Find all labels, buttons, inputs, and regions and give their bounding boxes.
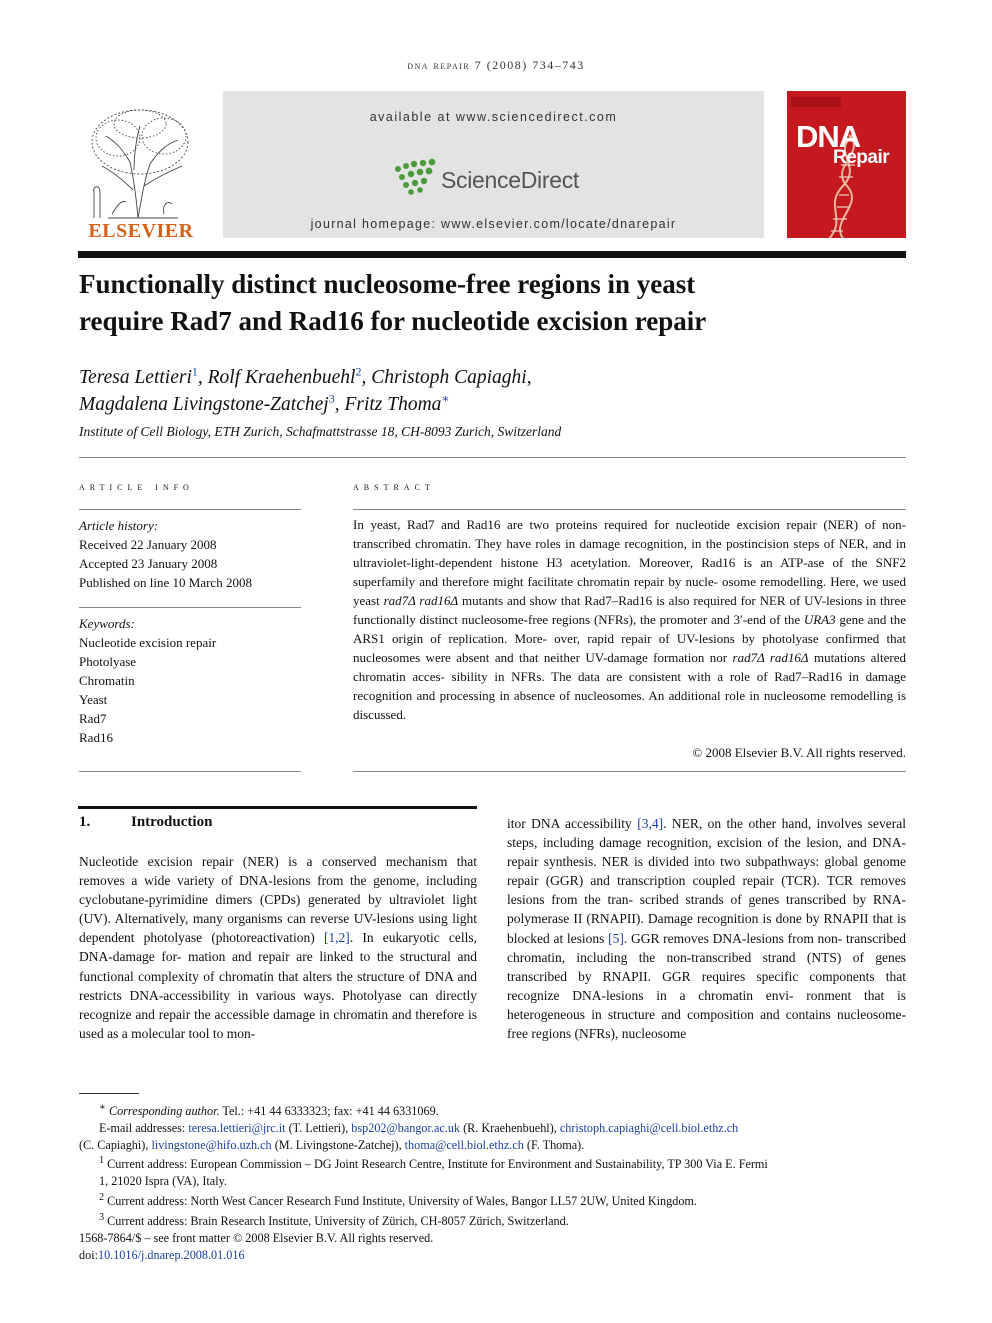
section-title: Introduction — [131, 814, 213, 830]
email-link[interactable]: livingstone@hifo.uzh.ch — [151, 1137, 272, 1152]
history-label: Article history: — [79, 518, 159, 533]
author-name[interactable]: Rolf Kraehenbuehl — [207, 367, 356, 388]
footnote-1 — [79, 1153, 906, 1173]
abstract-line: mutants and show that Rad7–Rad16 — [458, 593, 653, 608]
citation-link[interactable]: [3,4] — [637, 816, 664, 831]
body-line: transcribed chromatin, including the non-transcribed strand — [507, 930, 906, 965]
email-owner: (F. Thoma). — [523, 1137, 585, 1152]
abstract-text — [353, 515, 906, 724]
email-label: E-mail addresses: — [99, 1120, 189, 1135]
body-line: including cyclobutane-pyrimidine dimers (CPDs) generated — [79, 873, 477, 908]
article-title — [79, 266, 909, 340]
footnote-text: Current address: European Commission – DG Joint Research Centre, Institute for Environment and Sustainability, TP 300 Via E. Fermi — [107, 1157, 768, 1172]
keyword[interactable]: Rad7 — [79, 711, 107, 726]
body-line: components that recognize DNA-lesions in a chromatin envi- — [507, 968, 907, 1003]
cover-title-dna: DNA — [796, 119, 861, 154]
keywords-list — [79, 614, 216, 747]
citation-link[interactable]: [5] — [608, 930, 624, 946]
email-addresses — [79, 1120, 906, 1137]
article-history — [79, 516, 252, 592]
footnote-marker: 3 — [99, 1211, 105, 1223]
abstract-line: and processing in absence of nucleosomes. An additional role in nucleosome remodelling — [416, 688, 894, 703]
journal-cover — [787, 91, 906, 238]
corresponding-marker[interactable]: ∗ — [441, 391, 450, 406]
divider — [79, 771, 301, 772]
footnote-marker: 2 — [99, 1192, 105, 1204]
section-rule — [78, 806, 477, 809]
doi-label: doi: — [79, 1247, 98, 1262]
affiliation-marker[interactable]: 1 — [191, 364, 198, 379]
keyword[interactable]: Rad16 — [79, 730, 113, 745]
abstract-line: gene and the ARS1 origin of replication. More- — [353, 612, 907, 646]
author-name[interactable]: Magdalena Livingstone-Zatchej — [79, 394, 329, 415]
article-info-heading: article info — [79, 481, 194, 493]
footnote-marker: ∗ — [99, 1102, 106, 1113]
body-line: subpathways: global genome repair (GGR) and transcription — [507, 854, 907, 889]
abstract-line: of non-transcribed chromatin. They have roles in damage recognition, in the postincision — [353, 517, 906, 551]
footnotes — [79, 1100, 906, 1263]
body-line: itor DNA accessibility — [507, 816, 638, 831]
body-line: can reverse UV-lesions using light dependent photolyase — [79, 911, 478, 946]
accepted-date: Accepted 23 January 2008 — [79, 556, 218, 571]
email-owner: (R. Kraehenbuehl), — [460, 1120, 560, 1135]
abstract-line: osome remodelling. Here, we used yeast — [353, 574, 906, 608]
section-number: 1. — [79, 814, 91, 830]
email-owner: (M. Livingstone-Zatchej), — [271, 1137, 405, 1152]
body-line: coupled repair (TCR). TCR removes lesions from the tran- — [507, 873, 906, 908]
doi-link[interactable]: 10.1016/j.dnarep.2008.01.016 — [97, 1247, 245, 1262]
body-line: and restricts DNA-accessibility in various ways. Photolyase — [79, 968, 478, 1003]
body-line: (NTS) of genes transcribed by RNAPII. GGR requires specific — [507, 949, 906, 984]
sciencedirect-wordmark: ScienceDirect — [441, 167, 579, 193]
email-owner: (C. Capiaghi), — [79, 1137, 152, 1152]
body-line: (photoreactivation) — [211, 930, 324, 946]
affiliation-marker[interactable]: 3 — [328, 391, 335, 406]
body-line: lesion, and DNA-repair synthesis. NER is divided into two — [507, 835, 906, 870]
divider — [79, 607, 301, 608]
divider — [353, 771, 906, 772]
body-line: . In eukaryotic cells, DNA-damage for- — [79, 930, 478, 965]
body-line: chromatin and therefore is used as a molecular tool to mon- — [79, 1006, 478, 1041]
body-column-right — [507, 814, 906, 1043]
body-line: and contains nucleosome-free regions (NFRs), nucleosome — [507, 1006, 906, 1042]
abstract-line: steps of NER, and in ultraviolet-light-dependent histone H3 acetylation. Moreover, Rad16 is — [353, 536, 907, 570]
footnote-1-cont: 1, 21020 Ispra (VA), Italy. — [99, 1174, 227, 1189]
abstract-line: an ATP-ase of the SNF2 superfamily and therefore might facilitate chromatin repair by nucle- — [353, 555, 906, 589]
affiliation-marker[interactable]: 2 — [355, 364, 362, 379]
body-line: can directly recognize and repair the accessible damage in — [79, 987, 478, 1022]
body-line: . GGR removes DNA-lesions from non- — [623, 930, 843, 946]
available-at-text: available at www.sciencedirect.com — [369, 110, 618, 124]
body-line: that removes a wide variety of DNA-lesions from the genome, — [79, 854, 477, 889]
keywords-label: Keywords: — [79, 616, 135, 631]
published-date: Published on line 10 March 2008 — [79, 575, 252, 590]
email-link[interactable]: bsp202@bangor.ac.uk — [351, 1120, 461, 1135]
body-line: by ultraviolet light (UV). Alternatively, many organisms — [79, 892, 478, 927]
abstract-line: is also required for NER of UV-lesions in three functionally distinct nucleosome-free regions — [353, 593, 907, 627]
gene-mutant-italic: rad7Δ rad16Δ — [383, 593, 459, 608]
running-head: dna repair 7 (2008) 734–743 — [407, 58, 585, 72]
email-owner: (T. Lettieri), — [285, 1120, 352, 1135]
abstract-line: In yeast, Rad7 and Rad16 are two proteins required for nucleotide excision repair (NER) — [353, 517, 859, 532]
body-column-left — [79, 852, 477, 1043]
author-name[interactable]: Fritz Thoma — [344, 394, 442, 415]
footnote-text: Tel.: +41 44 6333323; fax: +41 44 6331069. — [219, 1104, 439, 1119]
footnote-2 — [79, 1190, 906, 1210]
doi-line — [79, 1247, 906, 1264]
body-line: several steps, including damage recognition, excision of the — [507, 816, 906, 851]
body-line: II (RNAPII). Damage recognition is done by RNAPII that is — [573, 911, 906, 927]
body-line: scribed strands of genes transcribed by RNA-polymerase — [507, 892, 906, 927]
title-line-2: require Rad7 and Rad16 for nucleotide excision repair — [79, 306, 707, 336]
body-line: ronment that is heterogeneous in structure and composition — [507, 987, 907, 1022]
email-link[interactable]: christoph.capiaghi@cell.biol.ethz.ch — [559, 1120, 739, 1135]
email-link[interactable]: thoma@cell.biol.ethz.ch — [404, 1137, 524, 1152]
body-line: mation and repair are linked to the structural and functional — [79, 949, 478, 984]
footnote-3 — [79, 1210, 906, 1230]
footnote-rule — [79, 1093, 139, 1094]
abstract-heading: abstract — [353, 481, 435, 493]
abstract-line: that neither UV-damage formation nor — [519, 650, 733, 665]
abstract-line: (NFRs), the promoter and 3′-end of the — [593, 612, 804, 627]
author-list: Teresa Lettieri$^1$, Rolf Kraehenbuehl$^2$, Christoph Capiaghi, Magdalena Livingstone-Zatchej$^3$, Fritz Thoma∗ — [79, 364, 532, 415]
cover-title-repair: Repair — [833, 147, 890, 168]
title-line-1: Functionally distinct nucleosome-free regions in yeast — [79, 269, 696, 299]
gene-mutant-italic: rad7Δ rad16Δ — [732, 650, 809, 665]
gene-name-italic: URA3 — [803, 612, 836, 627]
affiliation: Institute of Cell Biology, ETH Zurich, Schafmattstrasse 18, CH-8093 Zurich, Switzerland — [79, 424, 562, 439]
abstract-copyright: © 2008 Elsevier B.V. All rights reserved. — [692, 745, 906, 760]
elsevier-tree-logo — [78, 100, 204, 240]
issn-line: 1568-7864/$ – see front matter © 2008 Elsevier B.V. All rights reserved. — [79, 1230, 434, 1245]
footnote-text: Current address: Brain Research Institute, University of Zürich, CH-8057 Zürich, Switzerland. — [107, 1214, 569, 1229]
email-link[interactable]: teresa.lettieri@jrc.it — [188, 1120, 286, 1135]
abstract-line: mutations altered chromatin acces- — [353, 650, 907, 684]
keyword[interactable]: Chromatin — [79, 673, 135, 688]
keyword[interactable]: Yeast — [79, 692, 108, 707]
body-line: complexity of chromatin that alters the structure of DNA — [138, 968, 454, 984]
footnote-marker: 1 — [99, 1155, 105, 1167]
divider — [79, 457, 906, 458]
corresponding-author-note — [79, 1100, 906, 1120]
received-date: Received 22 January 2008 — [79, 537, 217, 552]
divider — [353, 509, 906, 510]
footnote-label: Corresponding author. — [108, 1104, 220, 1119]
keyword[interactable]: Photolyase — [79, 654, 137, 669]
abstract-line: is discussed. — [353, 688, 906, 722]
body-line: Nucleotide excision repair (NER) is a conserved mechanism — [79, 854, 448, 869]
email-addresses-cont — [79, 1137, 906, 1154]
citation-link[interactable]: [1,2] — [323, 930, 350, 946]
journal-homepage-text: journal homepage: www.elsevier.com/locate/dnarepair — [310, 217, 677, 231]
keyword[interactable]: Nucleotide excision repair — [79, 635, 217, 650]
elsevier-wordmark: ELSEVIER — [88, 220, 194, 242]
body-line: blocked at lesions — [507, 930, 609, 946]
abstract-line: over, rapid repair of UV-lesions by photolyase confirmed that nucleosomes were absent and — [353, 631, 906, 665]
author-name[interactable]: Teresa Lettieri — [79, 367, 192, 388]
header-rule — [78, 251, 906, 258]
footnote-text: Current address: North West Cancer Research Fund Institute, University of Wales, Bangor LL57 2UW, United Kingdom. — [107, 1194, 697, 1209]
author-name[interactable]: Christoph Capiaghi — [371, 367, 527, 388]
divider — [79, 509, 301, 510]
body-line: . NER, on the other hand, involves — [663, 816, 863, 831]
abstract-line: sibility in NFRs. The data are consistent with a role of Rad7–Rad16 in damage recognition — [353, 669, 907, 703]
